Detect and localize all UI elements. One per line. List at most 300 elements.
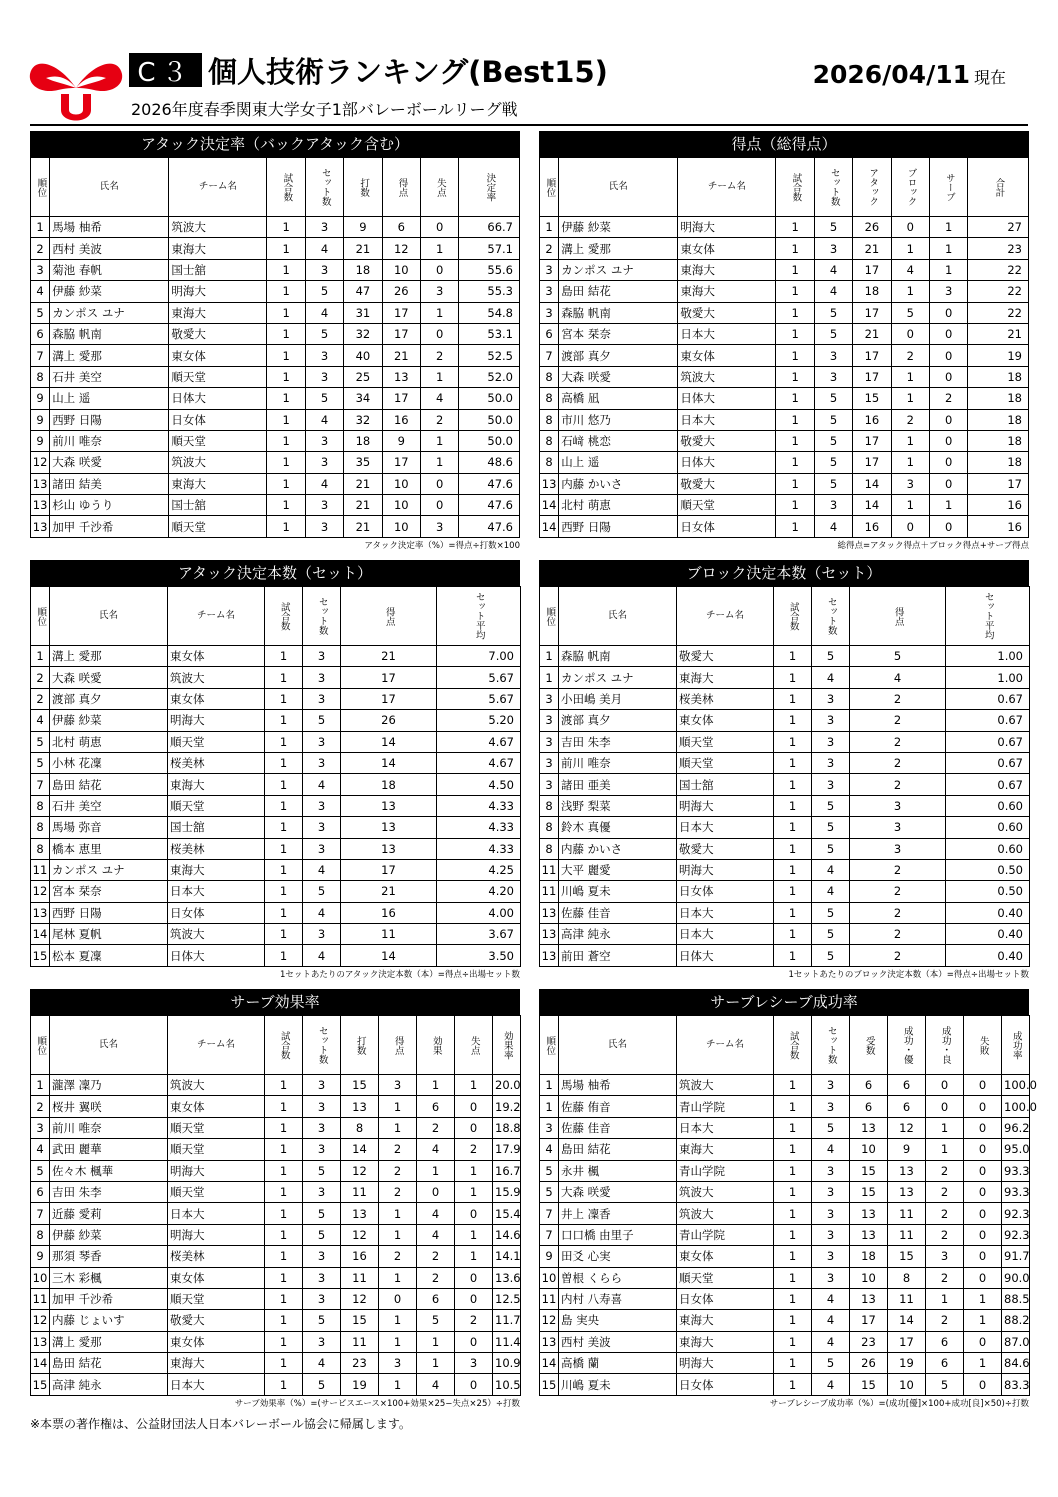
cell-stat: 2	[850, 945, 946, 966]
cell-team: 明海大	[678, 217, 776, 238]
cell-team: 日本大	[677, 817, 774, 838]
cell-stat: 2	[850, 688, 946, 709]
cell-stat: 2	[379, 1181, 417, 1202]
copyright-notice: ※本票の著作権は、公益財団法人日本バレーボール協会に帰属します。	[30, 1417, 411, 1431]
table-row	[540, 710, 1030, 731]
cell-stat: 2	[850, 859, 946, 880]
cell-games: 1	[774, 774, 812, 795]
cell-team: 明海大	[168, 710, 265, 731]
cell-team: 順天堂	[168, 1181, 265, 1202]
cell-rank: 14	[540, 495, 559, 516]
cell-name: 浅野 梨菜	[559, 795, 677, 816]
cell-stat: 4	[420, 388, 458, 409]
column-header: 得点	[341, 587, 437, 646]
table-row	[31, 473, 520, 494]
cell-stat: 17	[853, 302, 891, 323]
cell-games: 1	[774, 1353, 812, 1374]
cell-rank: 3	[540, 710, 559, 731]
cell-games: 1	[776, 217, 814, 238]
table-row	[31, 1117, 521, 1138]
cell-team: 東女体	[168, 1096, 265, 1117]
cell-stat: 2	[417, 1246, 455, 1267]
cell-stat: 16	[853, 409, 891, 430]
cell-stat: 10	[850, 1267, 888, 1288]
cell-stat: 1	[891, 281, 929, 302]
cell-games: 1	[774, 1267, 812, 1288]
cell-team: 筑波大	[169, 217, 267, 238]
cell-stat: 88.2	[1002, 1310, 1030, 1331]
cell-stat: 0	[455, 1331, 493, 1352]
cell-rank: 5	[31, 752, 50, 773]
cell-team: 筑波大	[169, 452, 267, 473]
cell-stat: 2	[417, 1267, 455, 1288]
cell-stat: 19	[341, 1374, 379, 1395]
column-header: セット平均	[946, 587, 1030, 646]
section-title: サーブ効果率	[30, 989, 520, 1015]
cell-team: 東海大	[168, 1353, 265, 1374]
cell-stat: 11	[341, 924, 437, 945]
cell-stat: 1	[926, 1288, 964, 1309]
cell-stat: 3	[379, 1353, 417, 1374]
cell-team: 青山学院	[677, 1160, 774, 1181]
table-row	[540, 1096, 1030, 1117]
cell-stat: 93.3	[1002, 1160, 1030, 1181]
cell-rank: 4	[31, 281, 50, 302]
cell-rank: 13	[540, 902, 559, 923]
cell-stat: 1	[420, 430, 458, 451]
cell-stat: 10	[850, 1139, 888, 1160]
cell-rank: 11	[540, 881, 559, 902]
ranking-table	[30, 1015, 521, 1396]
cell-stat: 17	[853, 259, 891, 280]
table-row	[540, 323, 1029, 344]
cell-games: 1	[265, 902, 303, 923]
cell-name: 高橋 凪	[559, 388, 678, 409]
cell-team: 東女体	[169, 345, 267, 366]
cell-team: 明海大	[169, 281, 267, 302]
column-header: 成功率	[1002, 1016, 1030, 1075]
cell-sets: 3	[812, 1267, 850, 1288]
cell-stat: 25	[344, 366, 382, 387]
cell-stat: 6	[417, 1096, 455, 1117]
cell-name: 川嶋 夏未	[559, 881, 677, 902]
cell-stat: 12	[341, 1224, 379, 1245]
cell-stat: 0.40	[946, 945, 1030, 966]
cell-stat: 17	[382, 388, 420, 409]
cell-team: 順天堂	[168, 731, 265, 752]
cell-rank: 5	[31, 302, 50, 323]
cell-stat: 0	[891, 516, 929, 537]
cell-rank: 1	[540, 1075, 559, 1096]
column-header: セット平均	[437, 587, 521, 646]
section-title: アタック決定本数（セット）	[30, 560, 520, 586]
cell-stat: 15	[850, 1374, 888, 1395]
cell-games: 1	[267, 217, 305, 238]
cell-team: 敬愛大	[169, 323, 267, 344]
table-row	[540, 859, 1030, 880]
cell-name: 内藤 かいさ	[559, 473, 678, 494]
column-header: 順位	[31, 158, 50, 217]
cell-team: 順天堂	[168, 1288, 265, 1309]
cell-team: 東女体	[678, 345, 776, 366]
cell-stat: 31	[344, 302, 382, 323]
cell-team: 敬愛大	[677, 646, 774, 667]
cell-sets: 5	[814, 217, 852, 238]
cell-sets: 5	[305, 323, 343, 344]
cell-games: 1	[774, 1117, 812, 1138]
cell-games: 1	[774, 667, 812, 688]
cell-sets: 3	[303, 752, 341, 773]
cell-stat: 4.00	[437, 902, 521, 923]
cell-stat: 0	[420, 473, 458, 494]
cell-sets: 3	[303, 646, 341, 667]
cell-stat: 26	[341, 710, 437, 731]
table-row	[31, 1075, 521, 1096]
cell-stat: 83.3	[1002, 1374, 1030, 1395]
cell-games: 1	[267, 430, 305, 451]
cell-team: 日本大	[677, 924, 774, 945]
cell-team: 東女体	[677, 1246, 774, 1267]
cell-stat: 0	[964, 1224, 1002, 1245]
cell-name: 大森 咲愛	[559, 1181, 677, 1202]
cell-games: 1	[776, 495, 814, 516]
cell-name: 内村 八寿喜	[559, 1288, 677, 1309]
cell-sets: 3	[814, 345, 852, 366]
cell-stat: 0	[926, 1075, 964, 1096]
cell-stat: 13	[888, 1160, 926, 1181]
cell-stat: 1	[455, 1246, 493, 1267]
cell-rank: 3	[540, 688, 559, 709]
column-header: 氏名	[50, 158, 169, 217]
cell-stat: 12	[382, 238, 420, 259]
table-row	[31, 752, 521, 773]
table-header-row	[31, 158, 520, 217]
cell-stat: 1	[929, 259, 967, 280]
cell-games: 1	[774, 902, 812, 923]
cell-stat: 1	[964, 1310, 1002, 1331]
cell-team: 筑波大	[677, 1181, 774, 1202]
cell-name: 島田 結花	[50, 1353, 168, 1374]
table-row	[540, 1203, 1030, 1224]
cell-sets: 4	[303, 859, 341, 880]
cell-games: 1	[265, 945, 303, 966]
cell-games: 1	[265, 774, 303, 795]
column-header: 氏名	[559, 158, 678, 217]
cell-stat: 0.50	[946, 859, 1030, 880]
cell-stat: 17	[853, 345, 891, 366]
block-per-set-section	[539, 560, 1029, 980]
cell-stat: 5	[926, 1374, 964, 1395]
cell-team: 日体大	[168, 945, 265, 966]
cell-stat: 0	[455, 1203, 493, 1224]
column-header: 順位	[540, 158, 559, 217]
cell-sets: 4	[812, 1331, 850, 1352]
table-row	[31, 1139, 521, 1160]
cell-sets: 5	[303, 710, 341, 731]
cell-rank: 2	[540, 238, 559, 259]
cell-games: 1	[774, 752, 812, 773]
cell-stat: 0	[964, 1117, 1002, 1138]
cell-name: 北村 萌恵	[559, 495, 678, 516]
cell-team: 日本大	[677, 902, 774, 923]
cell-sets: 5	[814, 388, 852, 409]
cell-rank: 1	[540, 667, 559, 688]
table-row	[540, 817, 1030, 838]
cell-stat: 1	[420, 366, 458, 387]
cell-name: カンポス ユナ	[559, 259, 678, 280]
cell-stat: 2	[926, 1310, 964, 1331]
cell-stat: 0	[929, 516, 967, 537]
cell-name: 口口橋 由里子	[559, 1224, 677, 1245]
table-row	[31, 1160, 521, 1181]
cell-stat: 2	[417, 1117, 455, 1138]
column-header: 順位	[31, 587, 50, 646]
table-row	[31, 409, 520, 430]
cell-name: 馬場 柚希	[559, 1075, 677, 1096]
cell-stat: 2	[379, 1139, 417, 1160]
cell-stat: 0	[929, 323, 967, 344]
cell-games: 1	[265, 1181, 303, 1202]
cell-stat: 2	[850, 731, 946, 752]
cell-name: 伊藤 紗菜	[50, 1224, 168, 1245]
cell-stat: 1	[420, 238, 458, 259]
cell-stat: 4	[417, 1224, 455, 1245]
cell-sets: 4	[812, 1374, 850, 1395]
cell-games: 1	[265, 881, 303, 902]
cell-stat: 0.60	[946, 838, 1030, 859]
cell-team: 日本大	[168, 1374, 265, 1395]
cell-rank: 8	[540, 366, 559, 387]
cell-sets: 5	[814, 430, 852, 451]
cell-rank: 14	[540, 516, 559, 537]
cell-team: 桜美林	[168, 1246, 265, 1267]
table-row	[540, 1288, 1030, 1309]
cell-rank: 2	[31, 238, 50, 259]
formula-note: サーブ効果率（%）=(サービスエース×100+効果×25−失点×25）÷打数	[234, 1398, 520, 1409]
cell-team: 筑波大	[678, 366, 776, 387]
cell-stat: 66.7	[459, 217, 520, 238]
serve-rate-section	[30, 989, 520, 1409]
cell-sets: 3	[303, 688, 341, 709]
cell-games: 1	[774, 1139, 812, 1160]
formula-note: サーブレシーブ成功率（%）=(成功[優]×100+成功[良]×50)÷打数	[769, 1398, 1029, 1409]
cell-games: 1	[265, 1374, 303, 1395]
cell-stat: 13	[850, 1224, 888, 1245]
cell-stat: 2	[850, 710, 946, 731]
cell-name: 渡部 真夕	[559, 345, 678, 366]
cell-games: 1	[265, 710, 303, 731]
table-row	[31, 646, 521, 667]
cell-stat: 34	[344, 388, 382, 409]
cell-team: 順天堂	[169, 366, 267, 387]
cell-name: 大森 咲愛	[50, 667, 168, 688]
cell-name: 島田 結花	[50, 774, 168, 795]
cell-stat: 52.0	[459, 366, 520, 387]
section-title: ブロック決定本数（セット）	[539, 560, 1029, 586]
cell-stat: 1	[926, 1117, 964, 1138]
cell-team: 順天堂	[678, 495, 776, 516]
cell-stat: 21	[341, 881, 437, 902]
cell-rank: 10	[540, 1267, 559, 1288]
cell-rank: 7	[31, 345, 50, 366]
cell-stat: 9	[888, 1139, 926, 1160]
cell-stat: 1	[455, 1181, 493, 1202]
table-row	[31, 388, 520, 409]
cell-name: 森脇 帆南	[559, 646, 677, 667]
cell-stat: 18	[968, 388, 1029, 409]
table-row	[540, 1353, 1030, 1374]
cell-name: 桜井 翼咲	[50, 1096, 168, 1117]
cell-games: 1	[267, 388, 305, 409]
cell-stat: 4.33	[437, 795, 521, 816]
cell-stat: 3	[850, 817, 946, 838]
cell-stat: 8	[341, 1117, 379, 1138]
cell-team: 筑波大	[168, 667, 265, 688]
formula-note: 1セットあたりのアタック決定本数（本）=得点÷出場セット数	[279, 969, 520, 980]
cell-games: 1	[774, 859, 812, 880]
cell-stat: 2	[850, 752, 946, 773]
cell-sets: 3	[303, 1267, 341, 1288]
table-row	[540, 217, 1029, 238]
cell-stat: 17	[341, 688, 437, 709]
cell-stat: 32	[344, 323, 382, 344]
cell-sets: 3	[303, 1246, 341, 1267]
cell-stat: 16.7	[493, 1160, 521, 1181]
cell-name: 島田 結花	[559, 281, 678, 302]
column-header: ブロック	[891, 158, 929, 217]
cell-stat: 0	[926, 1096, 964, 1117]
table-header-row	[31, 587, 521, 646]
cell-name: 小林 花凜	[50, 752, 168, 773]
cell-games: 1	[267, 323, 305, 344]
cell-stat: 10	[382, 259, 420, 280]
cell-team: 筑波大	[168, 924, 265, 945]
cell-name: 宮本 栞奈	[559, 323, 678, 344]
cell-stat: 2	[420, 345, 458, 366]
cell-sets: 4	[812, 881, 850, 902]
cell-name: 佐々木 楓華	[50, 1160, 168, 1181]
cell-stat: 1.00	[946, 646, 1030, 667]
cell-stat: 1	[929, 217, 967, 238]
cell-stat: 3.67	[437, 924, 521, 945]
cell-sets: 4	[305, 238, 343, 259]
cell-rank: 1	[31, 1075, 50, 1096]
cell-name: 諸田 結美	[50, 473, 169, 494]
table-row	[540, 795, 1030, 816]
cell-games: 1	[774, 795, 812, 816]
cell-stat: 0	[420, 259, 458, 280]
cell-games: 1	[774, 1096, 812, 1117]
table-row	[31, 1203, 521, 1224]
cell-team: 順天堂	[168, 1117, 265, 1138]
cell-stat: 40	[344, 345, 382, 366]
cell-stat: 0	[929, 452, 967, 473]
cell-stat: 0	[964, 1181, 1002, 1202]
cell-stat: 13	[850, 1288, 888, 1309]
cell-games: 1	[776, 430, 814, 451]
cell-name: 鈴木 真優	[559, 817, 677, 838]
cell-games: 1	[265, 1203, 303, 1224]
column-header: チーム名	[678, 158, 776, 217]
column-header: 失点	[420, 158, 458, 217]
table-row	[540, 731, 1030, 752]
cell-stat: 13	[850, 1117, 888, 1138]
cell-games: 1	[267, 473, 305, 494]
cell-sets: 4	[814, 516, 852, 537]
cell-stat: 14.6	[493, 1224, 521, 1245]
column-header: 順位	[540, 1016, 559, 1075]
cell-games: 1	[265, 1310, 303, 1331]
cell-sets: 3	[305, 430, 343, 451]
cell-stat: 16	[968, 495, 1029, 516]
cell-stat: 10	[382, 495, 420, 516]
cell-team: 日体大	[678, 388, 776, 409]
cell-name: 前川 唯奈	[50, 430, 169, 451]
cell-stat: 21	[344, 516, 382, 537]
cell-team: 筑波大	[677, 1203, 774, 1224]
cell-sets: 3	[305, 217, 343, 238]
cell-stat: 14	[853, 495, 891, 516]
cell-name: 杉山 ゆうり	[50, 495, 169, 516]
cell-stat: 4.67	[437, 752, 521, 773]
table-row	[540, 924, 1030, 945]
column-header: チーム名	[677, 1016, 774, 1075]
column-header: アタック	[853, 158, 891, 217]
section-title: サーブレシーブ成功率	[539, 989, 1029, 1015]
table-row	[540, 281, 1029, 302]
cell-name: 三木 彩楓	[50, 1267, 168, 1288]
cell-stat: 17	[382, 323, 420, 344]
cell-stat: 2	[929, 388, 967, 409]
cell-name: 尾林 夏帆	[50, 924, 168, 945]
cell-stat: 3	[379, 1075, 417, 1096]
cell-stat: 1	[379, 1374, 417, 1395]
cell-stat: 16	[853, 516, 891, 537]
cell-games: 1	[774, 710, 812, 731]
cell-stat: 0	[964, 1096, 1002, 1117]
cell-games: 1	[267, 259, 305, 280]
cell-stat: 21	[344, 238, 382, 259]
cell-stat: 18	[344, 259, 382, 280]
cell-name: 石﨑 桃恋	[559, 430, 678, 451]
cell-stat: 19	[968, 345, 1029, 366]
cell-sets: 5	[303, 1310, 341, 1331]
cell-games: 1	[265, 731, 303, 752]
cell-stat: 50.0	[459, 409, 520, 430]
cell-sets: 3	[303, 1117, 341, 1138]
column-header: 試合数	[265, 1016, 303, 1075]
cell-sets: 4	[305, 473, 343, 494]
cell-games: 1	[774, 1181, 812, 1202]
cell-rank: 5	[31, 1160, 50, 1181]
cell-stat: 22	[968, 259, 1029, 280]
cell-stat: 3	[420, 281, 458, 302]
table-row	[31, 731, 521, 752]
table-row	[31, 902, 521, 923]
cell-stat: 21	[344, 495, 382, 516]
cell-stat: 11	[341, 1267, 379, 1288]
cell-stat: 2	[926, 1203, 964, 1224]
cell-sets: 5	[812, 1117, 850, 1138]
table-row	[31, 817, 521, 838]
cell-games: 1	[776, 388, 814, 409]
cell-stat: 15	[850, 1181, 888, 1202]
header-divider	[30, 124, 1028, 126]
cell-rank: 5	[540, 1160, 559, 1181]
cell-rank: 3	[540, 731, 559, 752]
cell-stat: 0.67	[946, 774, 1030, 795]
cell-stat: 5.67	[437, 667, 521, 688]
